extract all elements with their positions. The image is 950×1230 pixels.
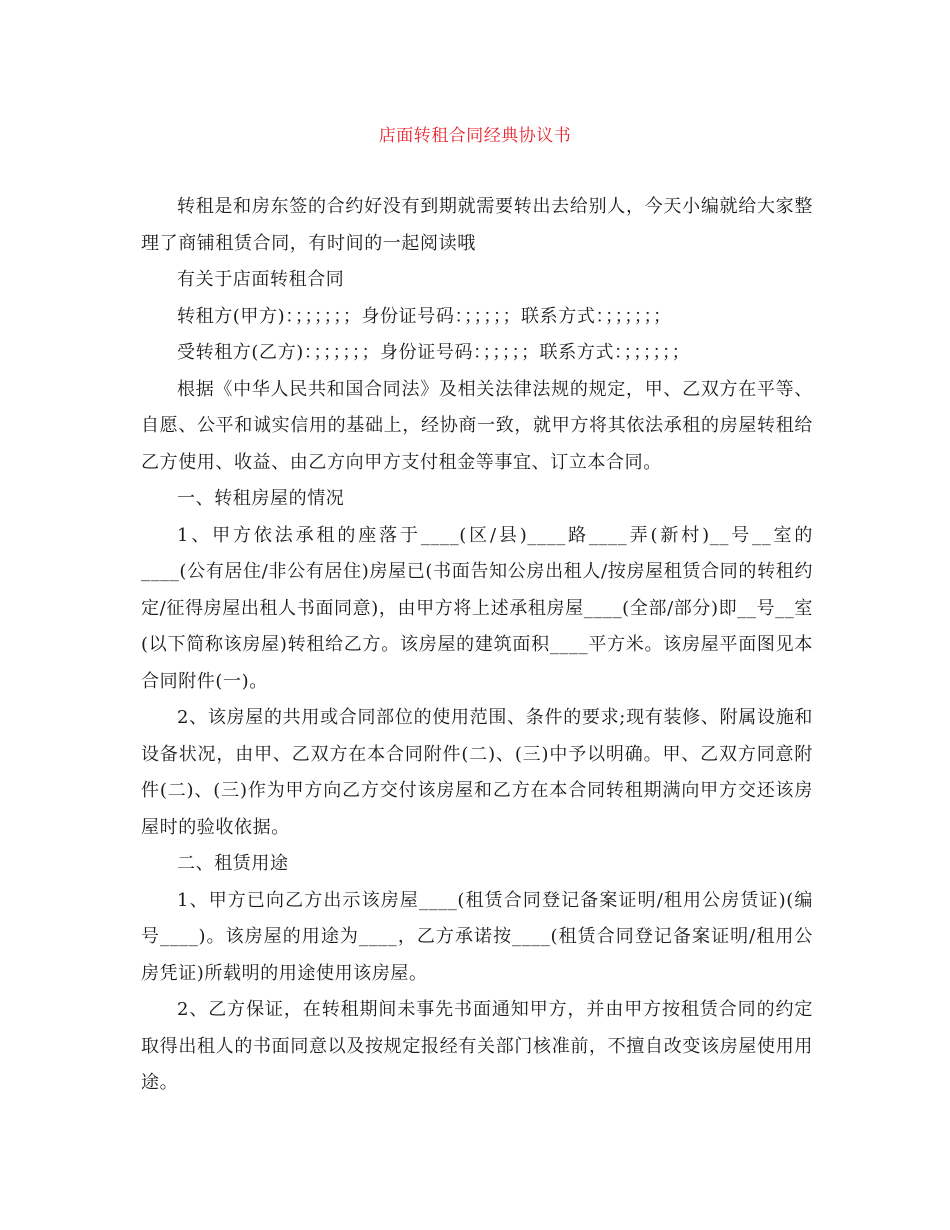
paragraph-party-a: 转租方(甲方)：；；；；；；身份证号码：；；；；；联系方式：；；；；；； [177,305,672,327]
paragraph-party-b: 受转租方(乙方)：；；；；；；身份证号码：；；；；；联系方式：；；；；；； [177,342,691,363]
paragraph-preamble: 根据《中华人民共和国合同法》及相关法律法规的规定，甲、乙双方在平等、自愿、公平和诚实信用的基础上，经协商一致，就甲方将其依法承租的房屋转租给乙方使用、收益、由乙方向甲方支付租金等事宜、订立本合同。 [141,378,813,473]
section-heading-2: 二、租赁用途 [177,853,289,874]
section-heading-1: 一、转租房屋的情况 [177,488,345,509]
clause-1-1: 1、甲方依法承租的座落于____(区/县)____路____弄(新村)__号__室的____(公有居住/非公有居住)房屋已(书面告知公房出租人/按房屋租赁合同的转租约定/征得房屋出租人书面同意)，由甲方将上述承租房屋____(全部/部分)即__号__室(以下简称该房屋)转租给乙方。该房屋的建筑面积____平方米。该房屋平面图见本合同附件(一)。 [141,524,813,692]
clause-1-2: 2、该房屋的共用或合同部位的使用范围、条件的要求;现有装修、附属设施和设备状况，由甲、乙双方在本合同附件(二)、(三)中予以明确。甲、乙双方同意附件(二)、(三)作为甲方向乙方交付该房屋和乙方在本合同转租期满向甲方交还该房屋时的验收依据。 [141,707,813,838]
paragraph-subtitle: 有关于店面转租合同 [177,269,345,290]
clause-2-2: 2、乙方保证，在转租期间未事先书面通知甲方，并由甲方按租赁合同的约定取得出租人的书面同意以及按规定报经有关部门核准前，不擅自改变该房屋使用用途。 [141,999,813,1093]
document-body [141,189,813,1102]
document-title: 店面转租合同经典协议书 [378,126,572,146]
clause-2-1: 1、甲方已向乙方出示该房屋____(租赁合同登记备案证明/租用公房赁证)(编号____)。该房屋的用途为____，乙方承诺按____(租赁合同登记备案证明/租用公房凭证)所载明的用途使用该房屋。 [141,889,813,984]
paragraph-intro: 转租是和房东签的合约好没有到期就需要转出去给别人，今天小编就给大家整理了商铺租赁合同，有时间的一起阅读哦 [141,196,813,254]
